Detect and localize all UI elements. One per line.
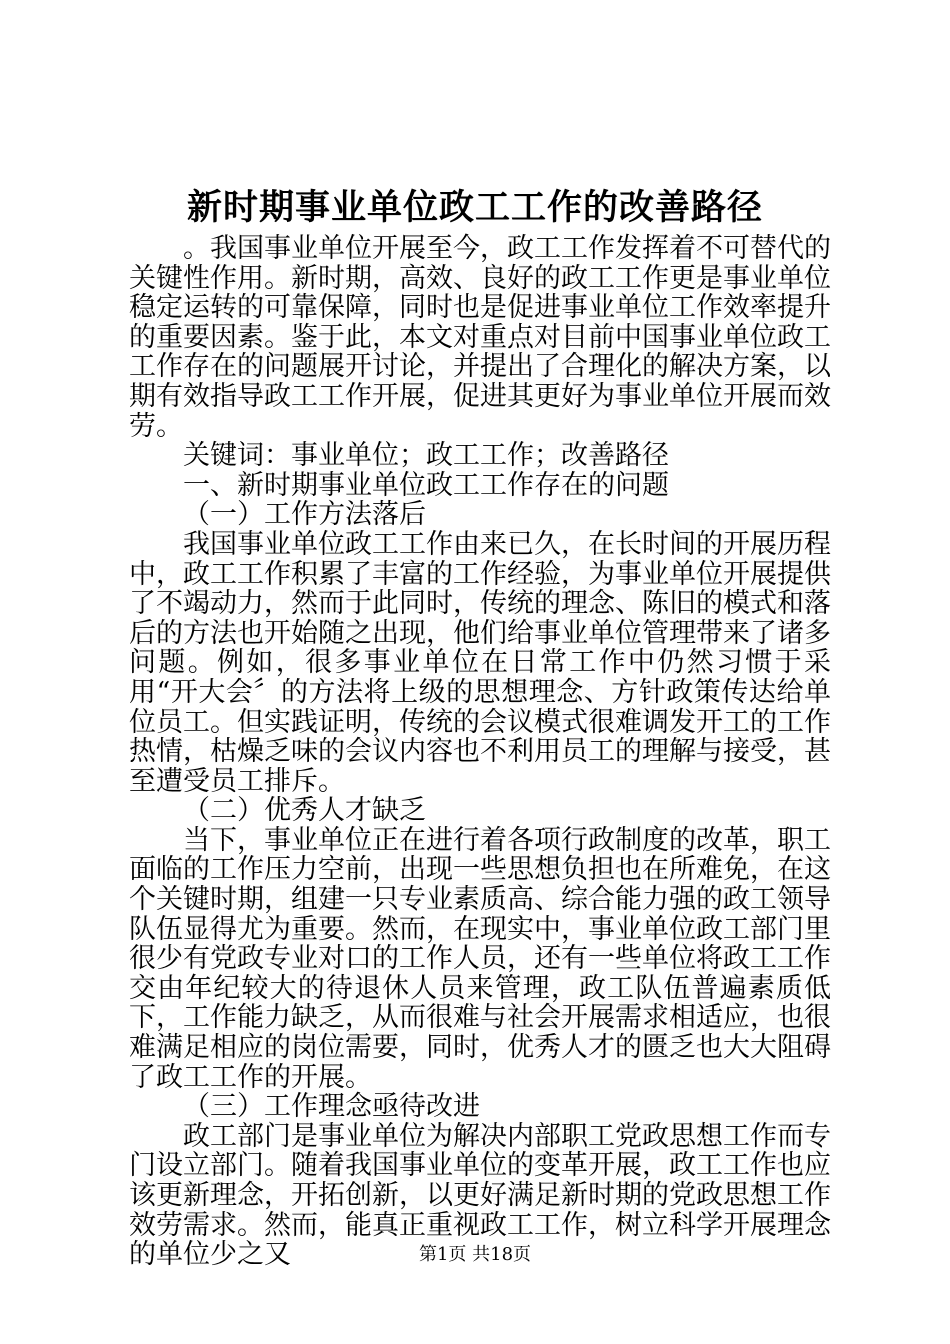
abstract-paragraph: 。我国事业单位开展至今，政工工作发挥着不可替代的关键性作用。新时期，高效、良好的政工工作更是事业单位稳定运转的可靠保障，同时也是促进事业单位工作效率提升的重要因素。鉴于此，本文对重点对目前中国事业单位政工工作存在的问题展开讨论，并提出了合理化的解决方案，以期有效指导政工工作开展，促进其更好为事业单位开展而效劳。: [129, 233, 831, 442]
subsection-heading-3: （三）工作理念亟待改进: [183, 1091, 480, 1123]
subsection-heading-1: （一）工作方法落后: [183, 499, 426, 531]
section-heading-1: 一、新时期事业单位政工工作存在的问题: [183, 469, 669, 501]
subsection-paragraph-3: 政工部门是事业单位为解决内部职工党政思想工作而专门设立部门。随着我国事业单位的变革开展，政工工作也应该更新理念，开拓创新，以更好满足新时期的党政思想工作效劳需求。然而，能真正重视政工工作，树立科学开展理念的单位少之又: [129, 1120, 831, 1271]
document-title: 新时期事业单位政工工作的改善路径: [186, 187, 763, 228]
subsection-heading-2: （二）优秀人才缺乏: [183, 795, 426, 827]
subsection-paragraph-2: 当下，事业单位正在进行着各项行政制度的改革，职工面临的工作压力空前，出现一些思想负担也在所难免，在这个关键时期，组建一只专业素质高、综合能力强的政工领导队伍显得尤为重要。然而，在现实中，事业单位政工部门里很少有党政专业对口的工作人员，还有一些单位将政工工作交由年纪较大的待退休人员来管理，政工队伍普遍素质低下，工作能力缺乏，从而很难与社会开展需求相适应，也很难满足相应的岗位需要，同时，优秀人才的匮乏也大大阻碍了政工工作的开展。: [129, 824, 831, 1093]
page-footer: 第1页 共18页: [418, 1244, 532, 1265]
document-body: [129, 234, 831, 1270]
subsection-paragraph-1: 我国事业单位政工工作由来已久，在长时间的开展历程中，政工工作积累了丰富的工作经验，为事业单位开展提供了不竭动力，然而于此同时，传统的理念、陈旧的模式和落后的方法也开始随之出现，他们给事业单位管理带来了诸多问题。例如，很多事业单位在日常工作中仍然习惯于采用“开大会〞的方法将上级的思想理念、方针政策传达给单位员工。但实践证明，传统的会议模式很难调发开工的工作热情，枯燥乏味的会议内容也不利用员工的理解与接受，甚至遭受员工排斥。: [129, 528, 831, 797]
keywords-line: 关键词：事业单位；政工工作；改善路径: [183, 440, 669, 472]
